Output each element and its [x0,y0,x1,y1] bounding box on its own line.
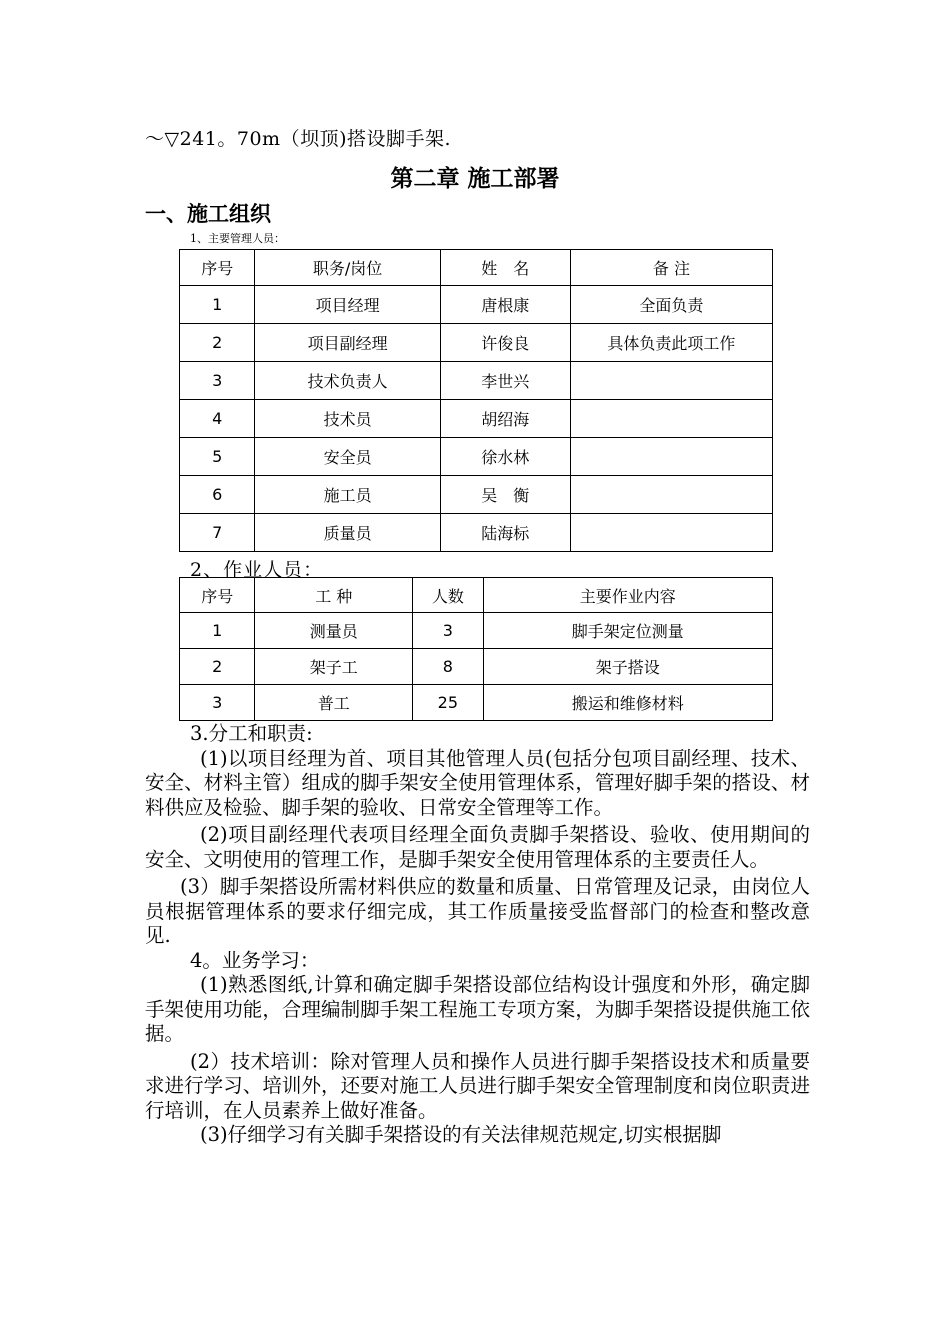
paragraph: (1)以项目经理为首、项目其他管理人员(包括分包项目副经理、技术、安全、材料主管）组成的脚手架安全使用管理体系，管理好脚手架的搭设、材料供应及检验、脚手架的验收、日常安全管理等工作。 [145,746,810,819]
paragraph: (3)仔细学习有关脚手架搭设的有关法律规范规定,切实根据脚 [200,1123,722,1146]
header-cell: 主要作业内容 [483,578,772,613]
table-cell: 安全员 [255,438,440,476]
header-line: ～▽241。70m（坝顶)搭设脚手架. [145,128,452,150]
table-cell: 项目副经理 [255,324,440,362]
table-cell: 测量员 [255,613,413,649]
table-cell: 施工员 [255,476,440,514]
table-row [180,324,773,362]
header-cell: 备 注 [570,250,772,286]
table-cell: 全面负责 [570,286,772,324]
paragraph: (1)熟悉图纸,计算和确定脚手架搭设部位结构设计强度和外形，确定脚手架使用功能，合理编制脚手架工程施工专项方案，为脚手架搭设提供施工依据。 [145,973,810,1045]
table-cell: 3 [180,362,255,400]
table-cell: 2 [180,649,255,685]
table-cell: 1 [180,286,255,324]
table-header-row [180,578,773,613]
management-label: 1、主要管理人员： [190,232,285,245]
table-cell [570,362,772,400]
table-row [180,649,773,685]
header-cell: 人数 [413,578,484,613]
table-cell: 胡绍海 [440,400,570,438]
table-cell: 脚手架定位测量 [483,613,772,649]
table-row [180,362,773,400]
table-cell: 5 [180,438,255,476]
table-cell [570,400,772,438]
body-text [145,722,810,1148]
table-row [180,685,773,721]
table-cell: 质量员 [255,514,440,552]
header-cell: 序号 [180,578,255,613]
table-cell: 吴 衡 [440,476,570,514]
table-cell: 架子工 [255,649,413,685]
table-cell: 项目经理 [255,286,440,324]
table-cell: 徐水林 [440,438,570,476]
table-cell: 25 [413,685,484,721]
table-cell: 8 [413,649,484,685]
paragraph: (3）脚手架搭设所需材料供应的数量和质量、日常管理及记录，由岗位人员根据管理体系的要求仔细完成，其工作质量接受监督部门的检查和整改意见. [145,875,810,947]
table-cell: 技术员 [255,400,440,438]
table-cell: 唐根康 [440,286,570,324]
table-row [180,514,773,552]
header-cell: 序号 [180,250,255,286]
header-cell: 姓 名 [440,250,570,286]
section-title: 一、施工组织 [145,202,271,226]
table-cell: 2 [180,324,255,362]
table-cell: 技术负责人 [255,362,440,400]
table-cell: 许俊良 [440,324,570,362]
table-cell: 架子搭设 [483,649,772,685]
table-cell [570,438,772,476]
table-cell: 7 [180,514,255,552]
table-row [180,476,773,514]
table-cell: 陆海标 [440,514,570,552]
table-cell: 1 [180,613,255,649]
table-cell [570,476,772,514]
table-row [180,286,773,324]
header-cell: 工 种 [255,578,413,613]
table-cell: 6 [180,476,255,514]
workers-label: 2、作业人员： [190,559,324,581]
table-row [180,400,773,438]
table-cell: 普工 [255,685,413,721]
table-cell: 3 [413,613,484,649]
paragraph: 3.分工和职责: [190,722,313,745]
table-cell [570,514,772,552]
paragraph: 4。业务学习： [190,948,320,972]
workers-table [179,577,773,721]
table-header-row [180,250,773,286]
management-table [179,249,773,552]
paragraph: (2）技术培训：除对管理人员和操作人员进行脚手架搭设技术和质量要求进行学习、培训外，还要对施工人员进行脚手架安全管理制度和岗位职责进行培训，在人员素养上做好准备。 [145,1049,810,1122]
table-cell: 李世兴 [440,362,570,400]
table-cell: 4 [180,400,255,438]
table-cell: 搬运和维修材料 [483,685,772,721]
header-cell: 职务/岗位 [255,250,440,286]
table-row [180,613,773,649]
paragraph: (2)项目副经理代表项目经理全面负责脚手架搭设、验收、使用期间的安全、文明使用的管理工作，是脚手架安全使用管理体系的主要责任人。 [145,823,810,871]
table-cell: 3 [180,685,255,721]
chapter-title: 第二章 施工部署 [390,166,560,192]
table-row [180,438,773,476]
table-cell: 具体负责此项工作 [570,324,772,362]
